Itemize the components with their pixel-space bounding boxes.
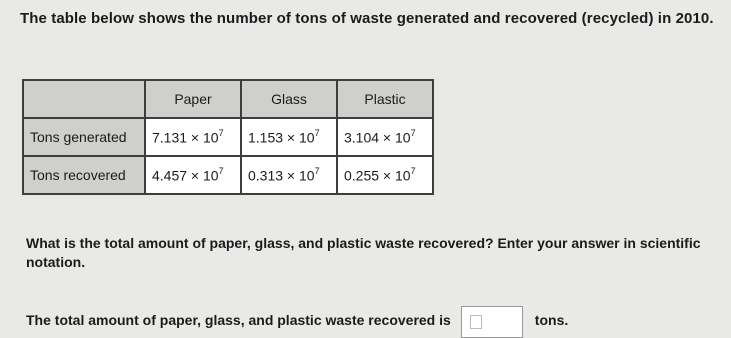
times-ten: × 10: [283, 167, 315, 184]
cell-recovered-glass: [241, 156, 337, 194]
question-text: What is the total amount of paper, glass, and plastic waste recovered? Enter your answer in scientific notation.: [26, 235, 701, 270]
answer-prefix: The total amount of paper, glass, and plastic waste recovered is: [26, 312, 451, 328]
row-label-generated: Tons generated: [23, 118, 145, 156]
cell-generated-paper: [145, 118, 241, 156]
mantissa: 7.131: [152, 129, 188, 146]
cell-generated-plastic: [337, 118, 433, 156]
times-ten: × 10: [187, 167, 219, 184]
table-row-recovered: [23, 156, 433, 194]
header-plastic: Plastic: [337, 80, 433, 118]
times-ten: × 10: [379, 129, 411, 146]
table-row-generated: [23, 118, 433, 156]
cell-recovered-plastic: [337, 156, 433, 194]
table-header-row: [23, 80, 433, 118]
mantissa: 0.255: [344, 167, 380, 184]
exponent: 7: [314, 127, 320, 138]
input-placeholder-box: [470, 315, 482, 329]
exponent: 7: [218, 127, 224, 138]
exponent: 7: [314, 165, 320, 176]
answer-line: [26, 312, 568, 338]
waste-table: [22, 79, 434, 195]
mantissa: 4.457: [152, 167, 188, 184]
exponent: 7: [410, 165, 416, 176]
table-corner-cell: [23, 80, 145, 118]
cell-recovered-paper: [145, 156, 241, 194]
header-glass: Glass: [241, 80, 337, 118]
times-ten: × 10: [283, 129, 315, 146]
mantissa: 3.104: [344, 129, 380, 146]
answer-suffix: tons.: [534, 312, 569, 328]
times-ten: × 10: [379, 167, 411, 184]
header-paper: Paper: [145, 80, 241, 118]
mantissa: 0.313: [248, 167, 284, 184]
exponent: 7: [218, 165, 224, 176]
cell-generated-glass: [241, 118, 337, 156]
intro-text: The table below shows the number of tons of waste generated and recovered (recycled) in 2010.: [20, 10, 714, 27]
times-ten: × 10: [187, 129, 219, 146]
exponent: 7: [410, 127, 416, 138]
answer-input[interactable]: [461, 306, 523, 338]
row-label-recovered: Tons recovered: [23, 156, 145, 194]
mantissa: 1.153: [248, 129, 284, 146]
